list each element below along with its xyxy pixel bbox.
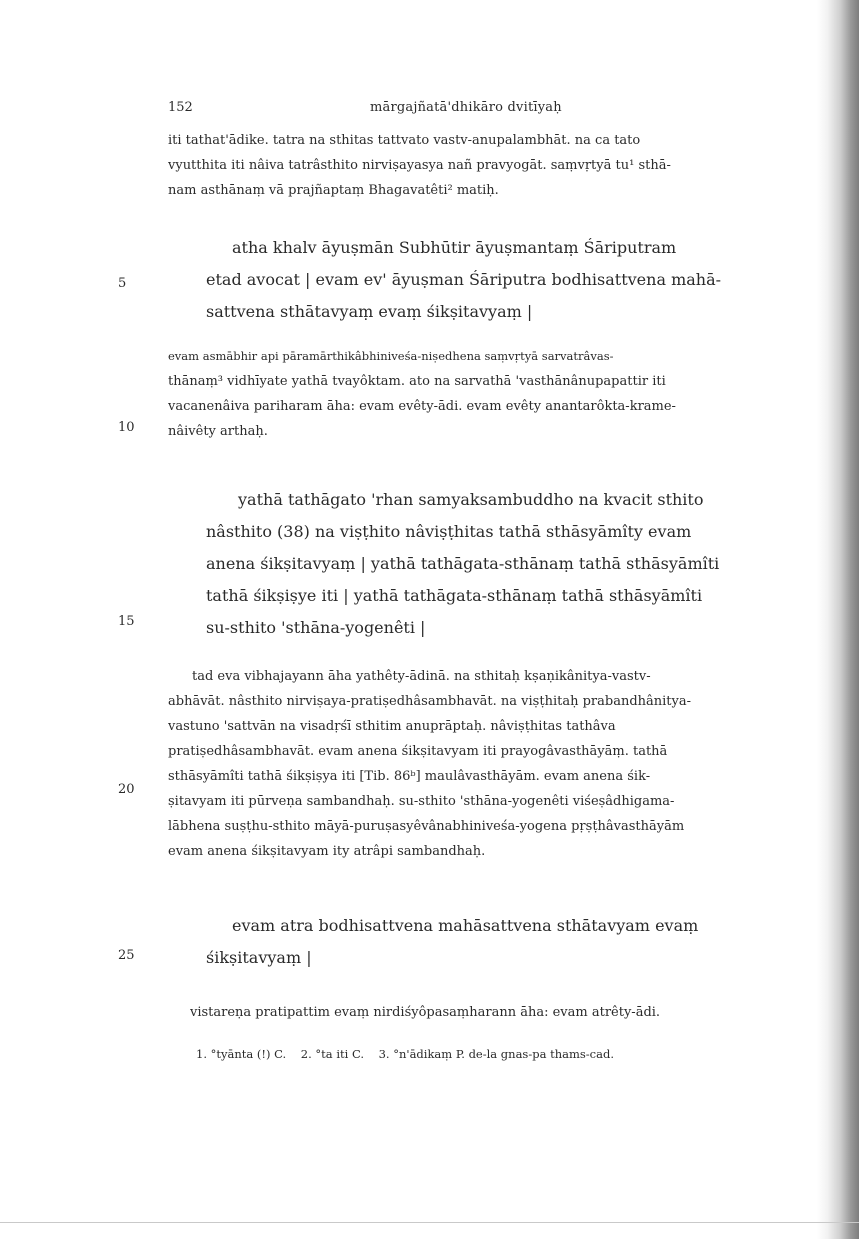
text-line: iti tathat'ādike. tatra na sthitas tattvato vastv-anupalambhāt. na ca tato — [168, 133, 641, 148]
book-spine-shadow — [817, 0, 859, 1239]
text-line: lābhena suṣṭhu-sthito māyā-puruṣasyêvânabhiniveśa-yogena pṛṣṭhâvasthāyām — [168, 819, 685, 834]
running-head: mārgajñatā'dhikāro dvitīyaḥ — [370, 100, 562, 115]
text-line: sthāsyāmîti tathā śikṣiṣya iti [Tib. 86ᵇ] maulâvasthāyām. evam anena śik- — [168, 769, 651, 784]
text-line: thānaṃ³ vidhīyate yathā tvayôktam. ato na sarvathā 'vasthānânupapattir iti — [168, 374, 666, 389]
sutra-line: sattvena sthātavyaṃ evaṃ śikṣitavyaṃ | — [206, 302, 533, 321]
line-number: 10 — [118, 420, 135, 435]
text-line: tad eva vibhajayann āha yathêty-ādinā. na sthitaḥ kṣaṇikânitya-vastv- — [192, 669, 651, 684]
text-line: vastuno 'sattvān na visadṛśī sthitim anuprāptaḥ. nâviṣṭhitas tathâva — [168, 719, 616, 734]
text-line: vyutthita iti nâiva tatrâsthito nirviṣayasya nañ pravyogāt. saṃvṛtyā tu¹ sthā- — [168, 158, 671, 173]
commentary-block-1 — [168, 128, 758, 203]
line-number: 20 — [118, 782, 135, 797]
commentary-block-3 — [168, 664, 758, 864]
text-line: evam asmābhir api pāramārthikâbhiniveśa-niṣedhena saṃvṛtyā sarvatrâvas- — [168, 349, 614, 363]
sutra-block-2 — [206, 484, 746, 644]
page-bottom-edge — [0, 1222, 859, 1223]
line-number: 25 — [118, 948, 135, 963]
sutra-line: tathā śikṣiṣye iti | yathā tathāgata-sthānaṃ tathā sthāsyāmîti — [206, 586, 703, 605]
footnotes: 1. °tyānta (!) C. 2. °ta iti C. 3. °n'ādikaṃ P. de-la gnas-pa thams-cad. — [196, 1047, 614, 1061]
sutra-line: śikṣitavyaṃ | — [206, 948, 312, 967]
sutra-block-3 — [206, 910, 746, 974]
commentary-block-2 — [168, 344, 758, 444]
line-number: 5 — [118, 276, 127, 291]
text-line: evam anena śikṣitavyam ity atrâpi sambandhaḥ. — [168, 844, 486, 859]
sutra-line: yathā tathāgato 'rhan samyaksambuddho na kvacit sthito — [238, 490, 704, 509]
sutra-line: nâsthito (38) na viṣṭhito nâviṣṭhitas tathā sthāsyāmîty evam — [206, 522, 692, 541]
text-line: nâivêty arthaḥ. — [168, 424, 268, 439]
sutra-line: su-sthito 'sthāna-yogenêti | — [206, 618, 426, 637]
text-line: abhāvāt. nâsthito nirviṣaya-pratiṣedhâsambhavāt. na viṣṭhitaḥ prabandhânitya- — [168, 694, 692, 709]
page-number: 152 — [168, 100, 193, 115]
commentary-block-4 — [190, 1000, 780, 1025]
sutra-line: etad avocat | evam ev' āyuṣman Śāriputra bodhisattvena mahā- — [206, 270, 722, 289]
sutra-line: atha khalv āyuṣmān Subhūtir āyuṣmantaṃ Śāriputram — [232, 238, 677, 257]
text-line: vacanenâiva pariharam āha: evam evêty-ādi. evam evêty anantarôkta-krame- — [168, 399, 676, 414]
text-line: ṣitavyam iti pūrveṇa sambandhaḥ. su-sthito 'sthāna-yogenêti viśeṣâdhigama- — [168, 794, 675, 809]
text-line: vistareṇa pratipattim evaṃ nirdiśyôpasaṃharann āha: evam atrêty-ādi. — [190, 1005, 661, 1020]
line-number: 15 — [118, 614, 135, 629]
sutra-line: anena śikṣitavyaṃ | yathā tathāgata-sthānaṃ tathā sthāsyāmîti — [206, 554, 720, 573]
sutra-line: evam atra bodhisattvena mahāsattvena sthātavyam evaṃ — [232, 916, 699, 935]
text-line: pratiṣedhâsambhavāt. evam anena śikṣitavyam iti prayogâvasthāyāṃ. tathā — [168, 744, 668, 759]
text-line: nam asthānaṃ vā prajñaptaṃ Bhagavatêti² matiḥ. — [168, 183, 499, 198]
sutra-block-1 — [206, 232, 746, 328]
